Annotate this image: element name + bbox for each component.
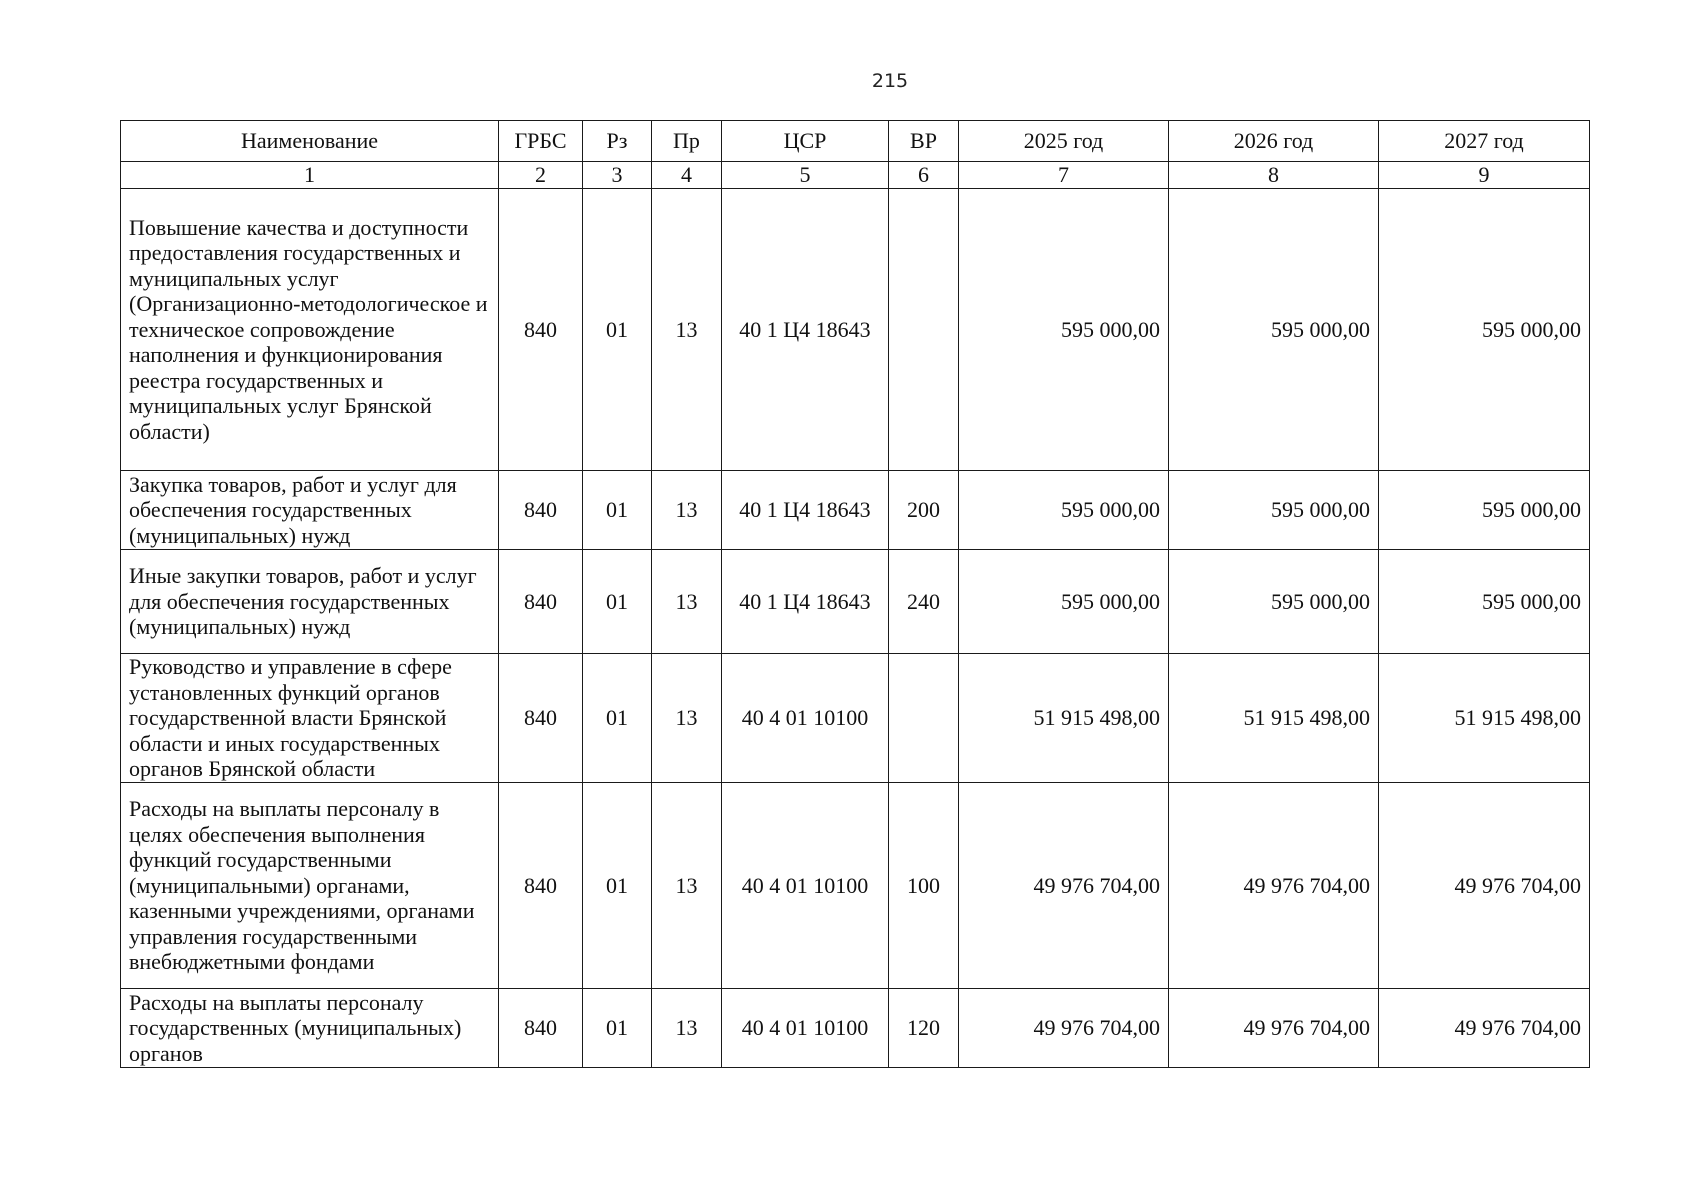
header-pr: Пр [652,121,722,162]
column-number: 9 [1379,162,1590,189]
row-name: Руководство и управление в сфере установленных функций органов государственной власти Брянской области и иных государственных органов Брянской области [121,654,499,783]
row-name: Повышение качества и доступности предоставления государственных и муниципальных услуг (Организационно-методологическое и техническое сопровождение наполнения и функционирования реестра государственных и муниципальных услуг Брянской области) [121,189,499,471]
row-amount-2026: 49 976 704,00 [1169,783,1379,989]
row-grbs: 840 [499,783,583,989]
row-amount-2026: 595 000,00 [1169,550,1379,654]
budget-table [120,120,1590,1068]
row-vr: 240 [889,550,959,654]
row-csr: 40 1 Ц4 18643 [722,471,889,550]
row-vr: 100 [889,783,959,989]
table-row [121,189,1590,471]
row-grbs: 840 [499,471,583,550]
row-rz: 01 [583,471,652,550]
row-pr: 13 [652,550,722,654]
row-grbs: 840 [499,550,583,654]
row-vr [889,189,959,471]
header-row [121,121,1590,162]
row-amount-2026: 595 000,00 [1169,189,1379,471]
row-rz: 01 [583,550,652,654]
table-row [121,783,1590,989]
header-rz: Рз [583,121,652,162]
row-amount-2025: 595 000,00 [959,550,1169,654]
row-csr: 40 1 Ц4 18643 [722,189,889,471]
row-name: Закупка товаров, работ и услуг для обеспечения государственных (муниципальных) нужд [121,471,499,550]
row-amount-2025: 595 000,00 [959,471,1169,550]
column-number: 1 [121,162,499,189]
row-rz: 01 [583,189,652,471]
row-pr: 13 [652,189,722,471]
row-amount-2025: 51 915 498,00 [959,654,1169,783]
row-amount-2027: 595 000,00 [1379,471,1590,550]
column-number: 8 [1169,162,1379,189]
column-number: 2 [499,162,583,189]
row-csr: 40 4 01 10100 [722,783,889,989]
row-csr: 40 1 Ц4 18643 [722,550,889,654]
table-row [121,989,1590,1068]
row-amount-2027: 51 915 498,00 [1379,654,1590,783]
row-vr: 200 [889,471,959,550]
row-pr: 13 [652,654,722,783]
header-grbs: ГРБС [499,121,583,162]
column-number: 5 [722,162,889,189]
header-name: Наименование [121,121,499,162]
column-number: 6 [889,162,959,189]
row-amount-2027: 49 976 704,00 [1379,783,1590,989]
row-rz: 01 [583,654,652,783]
column-number-row [121,162,1590,189]
header-csr: ЦСР [722,121,889,162]
row-amount-2026: 51 915 498,00 [1169,654,1379,783]
row-name: Расходы на выплаты персоналу в целях обеспечения выполнения функций государственными (муниципальными) органами, казенными учреждениями, органами управления государственными внебюджетными фондами [121,783,499,989]
row-vr [889,654,959,783]
row-grbs: 840 [499,654,583,783]
row-amount-2027: 595 000,00 [1379,550,1590,654]
column-number: 3 [583,162,652,189]
row-amount-2026: 49 976 704,00 [1169,989,1379,1068]
row-rz: 01 [583,783,652,989]
row-csr: 40 4 01 10100 [722,989,889,1068]
row-amount-2025: 49 976 704,00 [959,783,1169,989]
column-number: 4 [652,162,722,189]
row-pr: 13 [652,989,722,1068]
row-vr: 120 [889,989,959,1068]
row-pr: 13 [652,783,722,989]
row-amount-2027: 595 000,00 [1379,189,1590,471]
row-grbs: 840 [499,989,583,1068]
header-vr: ВР [889,121,959,162]
row-name: Иные закупки товаров, работ и услуг для обеспечения государственных (муниципальных) нужд [121,550,499,654]
table-row [121,550,1590,654]
row-csr: 40 4 01 10100 [722,654,889,783]
table-row [121,471,1590,550]
row-grbs: 840 [499,189,583,471]
row-amount-2025: 595 000,00 [959,189,1169,471]
page-number: 215 [871,70,909,92]
table-row [121,654,1590,783]
header-2026: 2026 год [1169,121,1379,162]
row-amount-2026: 595 000,00 [1169,471,1379,550]
row-amount-2025: 49 976 704,00 [959,989,1169,1068]
row-name: Расходы на выплаты персоналу государственных (муниципальных) органов [121,989,499,1068]
header-2027: 2027 год [1379,121,1590,162]
column-number: 7 [959,162,1169,189]
row-rz: 01 [583,989,652,1068]
row-amount-2027: 49 976 704,00 [1379,989,1590,1068]
row-pr: 13 [652,471,722,550]
header-2025: 2025 год [959,121,1169,162]
